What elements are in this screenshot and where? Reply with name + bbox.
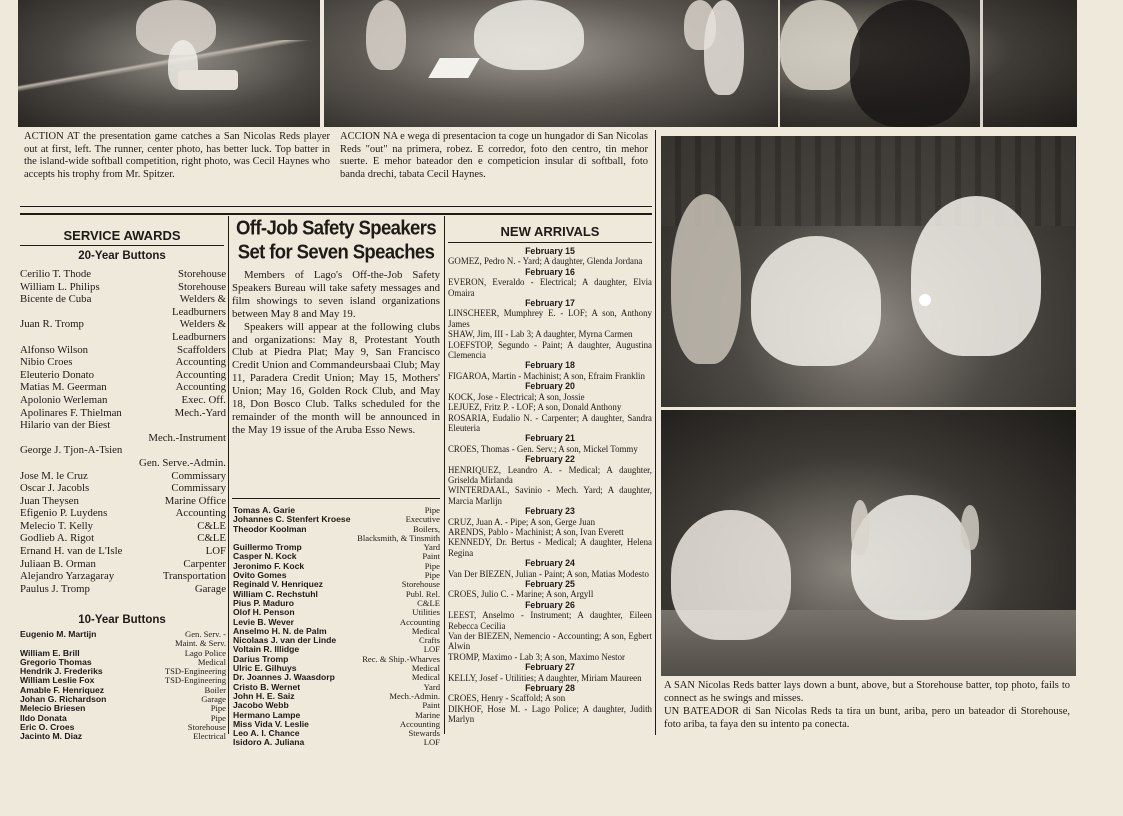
list-item: Ildo Donata Pipe xyxy=(20,712,226,723)
photo-out-at-first xyxy=(18,0,320,127)
arrival-entry: KELLY, Josef - Utilities; A daughter, Miriam Maureen xyxy=(448,672,642,683)
arrival-entry: CROES, Thomas - Gen. Serv.; A son, Mickel Tommy xyxy=(448,443,638,454)
caption-bunt-papiamento: UN BATEADOR di San Nicolas Reds ta tira un bunt, ariba, pero un bateador di Storehouse, foto ariba, ta faya den su intento pa conecta. xyxy=(664,706,1070,730)
ten-year-heading: 10-Year Buttons xyxy=(78,614,166,626)
list-item: Cristo B. Wernet Yard xyxy=(233,681,440,692)
new-arrivals-list xyxy=(448,246,652,725)
list-item: Nicolaas J. van der Linde Crafts xyxy=(233,635,440,646)
list-item: William L. Philips Storehouse xyxy=(20,280,226,293)
arrival-entry: TROMP, Maximo - Lab 3; A son, Maximo Nestor xyxy=(448,651,626,662)
arrival-date: February 18 xyxy=(525,360,575,371)
list-item: Jacinto M. Diaz Electrical xyxy=(20,731,226,742)
list-item: Maint. & Serv. xyxy=(175,638,226,649)
list-item: Tomas A. Garie Pipe xyxy=(233,505,440,515)
arrival-entry: Van Der BIEZEN, Julian - Paint; A son, Matias Modesto xyxy=(448,568,649,579)
divider-top xyxy=(20,206,652,207)
photo-runner-center xyxy=(324,0,778,127)
arrival-date: February 26 xyxy=(525,599,575,610)
arrival-entry: GOMEZ, Pedro N. - Yard; A daughter, Glenda Jordana xyxy=(448,256,643,267)
arrival-date: February 17 xyxy=(525,298,575,309)
list-item: Dr. Joannes J. Waasdorp Medical xyxy=(233,672,440,683)
list-item: Cerilio T. Thode Storehouse xyxy=(20,268,226,280)
arrival-entry: LINSCHEER, Mumphrey E. - LOF; A son, Anthony James xyxy=(448,308,652,329)
list-item: Levie B. Wever Accounting xyxy=(233,616,440,627)
list-item: William E. Brill Lago Police xyxy=(20,647,226,658)
photo-san-nicolas-bunt xyxy=(661,410,1076,676)
list-item: Godlieb A. Rigot C&LE xyxy=(20,532,226,545)
arrival-entry: WINTERDAAL, Savinio - Mech. Yard; A daughter, Marcia Marlijn xyxy=(448,485,652,506)
list-item: Apolonio Werleman Exec. Off. xyxy=(20,393,226,406)
arrival-date: February 27 xyxy=(525,662,575,673)
list-item: William Leslie Fox TSD-Engineering xyxy=(20,675,226,686)
list-item: John H. E. Saiz Mech.-Admin. xyxy=(233,690,440,701)
twenty-year-list xyxy=(20,268,226,595)
arrival-date: February 23 xyxy=(525,506,575,517)
arrival-entry: LOEFSTOP, Segundo - Paint; A daughter, Augustina Clemencia xyxy=(448,339,652,361)
list-item: Gen. Serve.-Admin. xyxy=(139,456,226,469)
arrival-entry: CRUZ, Juan A. - Pipe; A son, Gerge Juan xyxy=(448,516,596,527)
list-item: Reginald V. Henriquez Storehouse xyxy=(233,579,440,590)
twenty-year-heading: 20-Year Buttons xyxy=(78,250,166,262)
arrival-date: February 22 xyxy=(525,454,575,465)
safety-headline-2: Set for Seven Speaches xyxy=(237,239,435,264)
arrival-entry: CROES, Julio C. - Marine; A son, Argyll xyxy=(448,589,594,600)
list-item: Leadburners xyxy=(172,330,226,343)
photo-trophy-presentation xyxy=(780,0,1077,127)
caption-action-papiamento: ACCION NA e wega di presentacion ta coge un hungador di San Nicolas Reds "out" na primera, robez. E corredor, foto den centro, tin mehor suerte. E mehor bateador den e competicion insular di softball, foto banda drechi, tabata Cecil Haynes. xyxy=(340,131,648,180)
list-item: Oscar J. Jacobls Commissary xyxy=(20,482,226,495)
column-rule-3 xyxy=(655,130,656,735)
photo-storehouse-batter xyxy=(661,136,1076,407)
list-item: Ernand H. van de L'Isle LOF xyxy=(20,545,226,558)
arrival-entry: LEEST, Anselmo - Instrument; A daughter, Eileen Rebecca Cecilia xyxy=(448,610,652,631)
caption-action-english: ACTION AT the presentation game catches a San Nicolas Reds player out at first, left. The runner, center photo, has better luck. Top batter in the island-wide softball competition, right photo, was Cecil Haynes who accepts his trophy from Mr. Spitzer. xyxy=(24,131,330,180)
list-item: Jose M. le Cruz Commissary xyxy=(20,469,226,482)
list-item: Gregorio Thomas Medical xyxy=(20,656,226,667)
list-item: Pius P. Maduro C&LE xyxy=(233,597,440,608)
arrival-entry: DIKHOF, Hose M. - Lago Police; A daughter, Judith Marlyn xyxy=(448,703,652,725)
list-item: Efigenio P. Luydens Accounting xyxy=(20,507,226,520)
list-item: Guillermo Tromp Yard xyxy=(233,542,440,553)
list-item: Melecio T. Kelly C&LE xyxy=(20,519,226,532)
arrival-date: February 16 xyxy=(525,266,575,277)
ten-year-list xyxy=(20,630,226,742)
list-item: Apolinares F. Thielman Mech.-Yard xyxy=(20,406,226,419)
list-item: Anselmo H. N. de Palm Medical xyxy=(233,625,440,636)
list-item: Leo A. I. Chance Stewards xyxy=(233,728,440,739)
list-item: Hilario van der Biest xyxy=(20,419,111,432)
list-item: Johan G. Richardson Garage xyxy=(20,694,226,705)
list-item: Isidoro A. Juliana LOF xyxy=(233,737,440,748)
arrival-entry: CROES, Henry - Scaffold; A son xyxy=(448,693,566,704)
arrival-date: February 28 xyxy=(525,683,575,694)
service-awards-rule xyxy=(20,245,224,246)
list-item: Olof H. Penson Utilities xyxy=(233,607,440,618)
list-item: Nibio Croes Accounting xyxy=(20,356,226,369)
safety-paragraph-2: Speakers will appear at the following clubs and organizations: May 8, Protestant Youth Club at Piedra Plat; May 9, San Francisco Credit Union and Commandeursbaai Club; May 11, Paradera Credit Union; May 15, Mothers' Union; May 16, Golden Rock Club, and May 18, Don Bosco Club. Talks scheduled for the remainder of the month will be announced in the May 19 issue of the Aruba Esso News. xyxy=(232,320,440,436)
column-rule-2 xyxy=(444,216,445,734)
list-item: Paulus J. Tromp Garage xyxy=(20,582,226,595)
arrival-entry: Van der BIEZEN, Nemencio - Accounting; A son, Egbert Alwin xyxy=(448,631,652,652)
arrival-date: February 21 xyxy=(525,433,575,444)
service-awards-title: SERVICE AWARDS xyxy=(63,228,181,243)
list-item: Ulric E. Gilhuys Medical xyxy=(233,663,440,674)
list-item: Eugenio M. Martijn Gen. Serv. - xyxy=(20,629,226,639)
list-item: Hermano Lampe Marine xyxy=(233,709,440,720)
list-item: Hendrik J. Frederiks TSD-Engineering xyxy=(20,666,226,677)
list-item: Blacksmith, & Tinsmith xyxy=(357,532,440,543)
arrival-entry: ARENDS, Pablo - Machinist; A son, Ivan Everett xyxy=(448,526,624,537)
arrival-date: February 15 xyxy=(525,246,575,256)
list-item: Alfonso Wilson Scaffolders xyxy=(20,343,226,356)
safety-headline-1: Off-Job Safety Speakers xyxy=(235,215,437,240)
list-item: George J. Tjon-A-Tsien xyxy=(20,444,123,457)
list-item: Matias M. Geerman Accounting xyxy=(20,381,226,394)
arrival-entry: KENNEDY, Dr. Bertus - Medical; A daughter, Helena Regina xyxy=(448,537,652,558)
arrival-date: February 20 xyxy=(525,381,575,392)
new-arrivals-rule xyxy=(448,242,652,243)
list-item: Theodor Koolman Boilers, xyxy=(233,523,440,534)
list-item: Bicente de Cuba Welders & xyxy=(20,293,226,306)
list-item: Ovito Gomes Pipe xyxy=(233,570,440,581)
list-item: Johannes C. Stenfert Kroese Executive xyxy=(233,514,440,525)
arrival-entry: LEJUEZ, Fritz P. - LOF; A son, Donald Anthony xyxy=(448,402,622,413)
list-item: Eric O. Croes Storehouse xyxy=(20,721,226,732)
list-item: Voltain R. Illidge LOF xyxy=(233,644,440,655)
arrival-date: February 25 xyxy=(525,579,575,589)
list-item: William C. Rechstuhl Publ. Rel. xyxy=(233,588,440,599)
safety-article-body xyxy=(232,269,440,437)
arrival-entry: EVERON, Everaldo - Electrical; A daughter, Elvia Omaira xyxy=(448,277,652,298)
safety-award-list xyxy=(233,506,440,748)
list-item: Amable F. Henriquez Boiler xyxy=(20,684,226,695)
list-item: Eleuterio Donato Accounting xyxy=(20,368,226,381)
list-item: Jeronimo F. Kock Pipe xyxy=(233,560,440,571)
list-item: Darius Tromp Rec. & Ship.-Wharves xyxy=(233,653,440,664)
list-item: Leadburners xyxy=(172,305,226,318)
list-item: Miss Vida V. Leslie Accounting xyxy=(233,718,440,729)
arrival-entry: HENRIQUEZ, Leandro A. - Medical; A daughter, Griselda Mirlanda xyxy=(448,464,652,485)
arrival-entry: KOCK, Jose - Electrical; A son, Jossie xyxy=(448,391,585,402)
arrival-entry: ROSARIA, Eudalio N. - Carpenter; A daughter, Sandra Eleuteria xyxy=(448,412,652,433)
arrival-date: February 24 xyxy=(525,558,575,569)
safety-paragraph-1: Members of Lago's Off-the-Job Safety Speakers Bureau will take safety messages and film showings to seven island organizations between May 8 and May 19. xyxy=(232,269,440,320)
list-item: Mech.-Instrument xyxy=(148,431,226,444)
list-item: Casper N. Kock Paint xyxy=(233,551,440,562)
list-item: Melecio Briesen Pipe xyxy=(20,703,226,714)
caption-bunt-english: A SAN Nicolas Reds batter lays down a bunt, above, but a Storehouse batter, top photo, fails to connect as he swings and misses. xyxy=(664,680,1070,704)
safety-divider xyxy=(232,498,440,499)
list-item: Juliaan B. Orman Carpenter xyxy=(20,557,226,570)
arrival-entry: SHAW, Jim, III - Lab 3; A daughter, Myrna Carmen xyxy=(448,329,633,340)
arrival-entry: FIGAROA, Martin - Machinist; A son, Efraim Franklin xyxy=(448,370,645,381)
column-rule-1 xyxy=(228,216,229,734)
new-arrivals-title: NEW ARRIVALS xyxy=(500,224,600,239)
list-item: Alejandro Yarzagaray Transportation xyxy=(20,570,226,583)
list-item: Juan R. Tromp Welders & xyxy=(20,318,226,331)
list-item: Juan Theysen Marine Office xyxy=(20,494,226,507)
list-item: Jacobo Webb Paint xyxy=(233,700,440,711)
